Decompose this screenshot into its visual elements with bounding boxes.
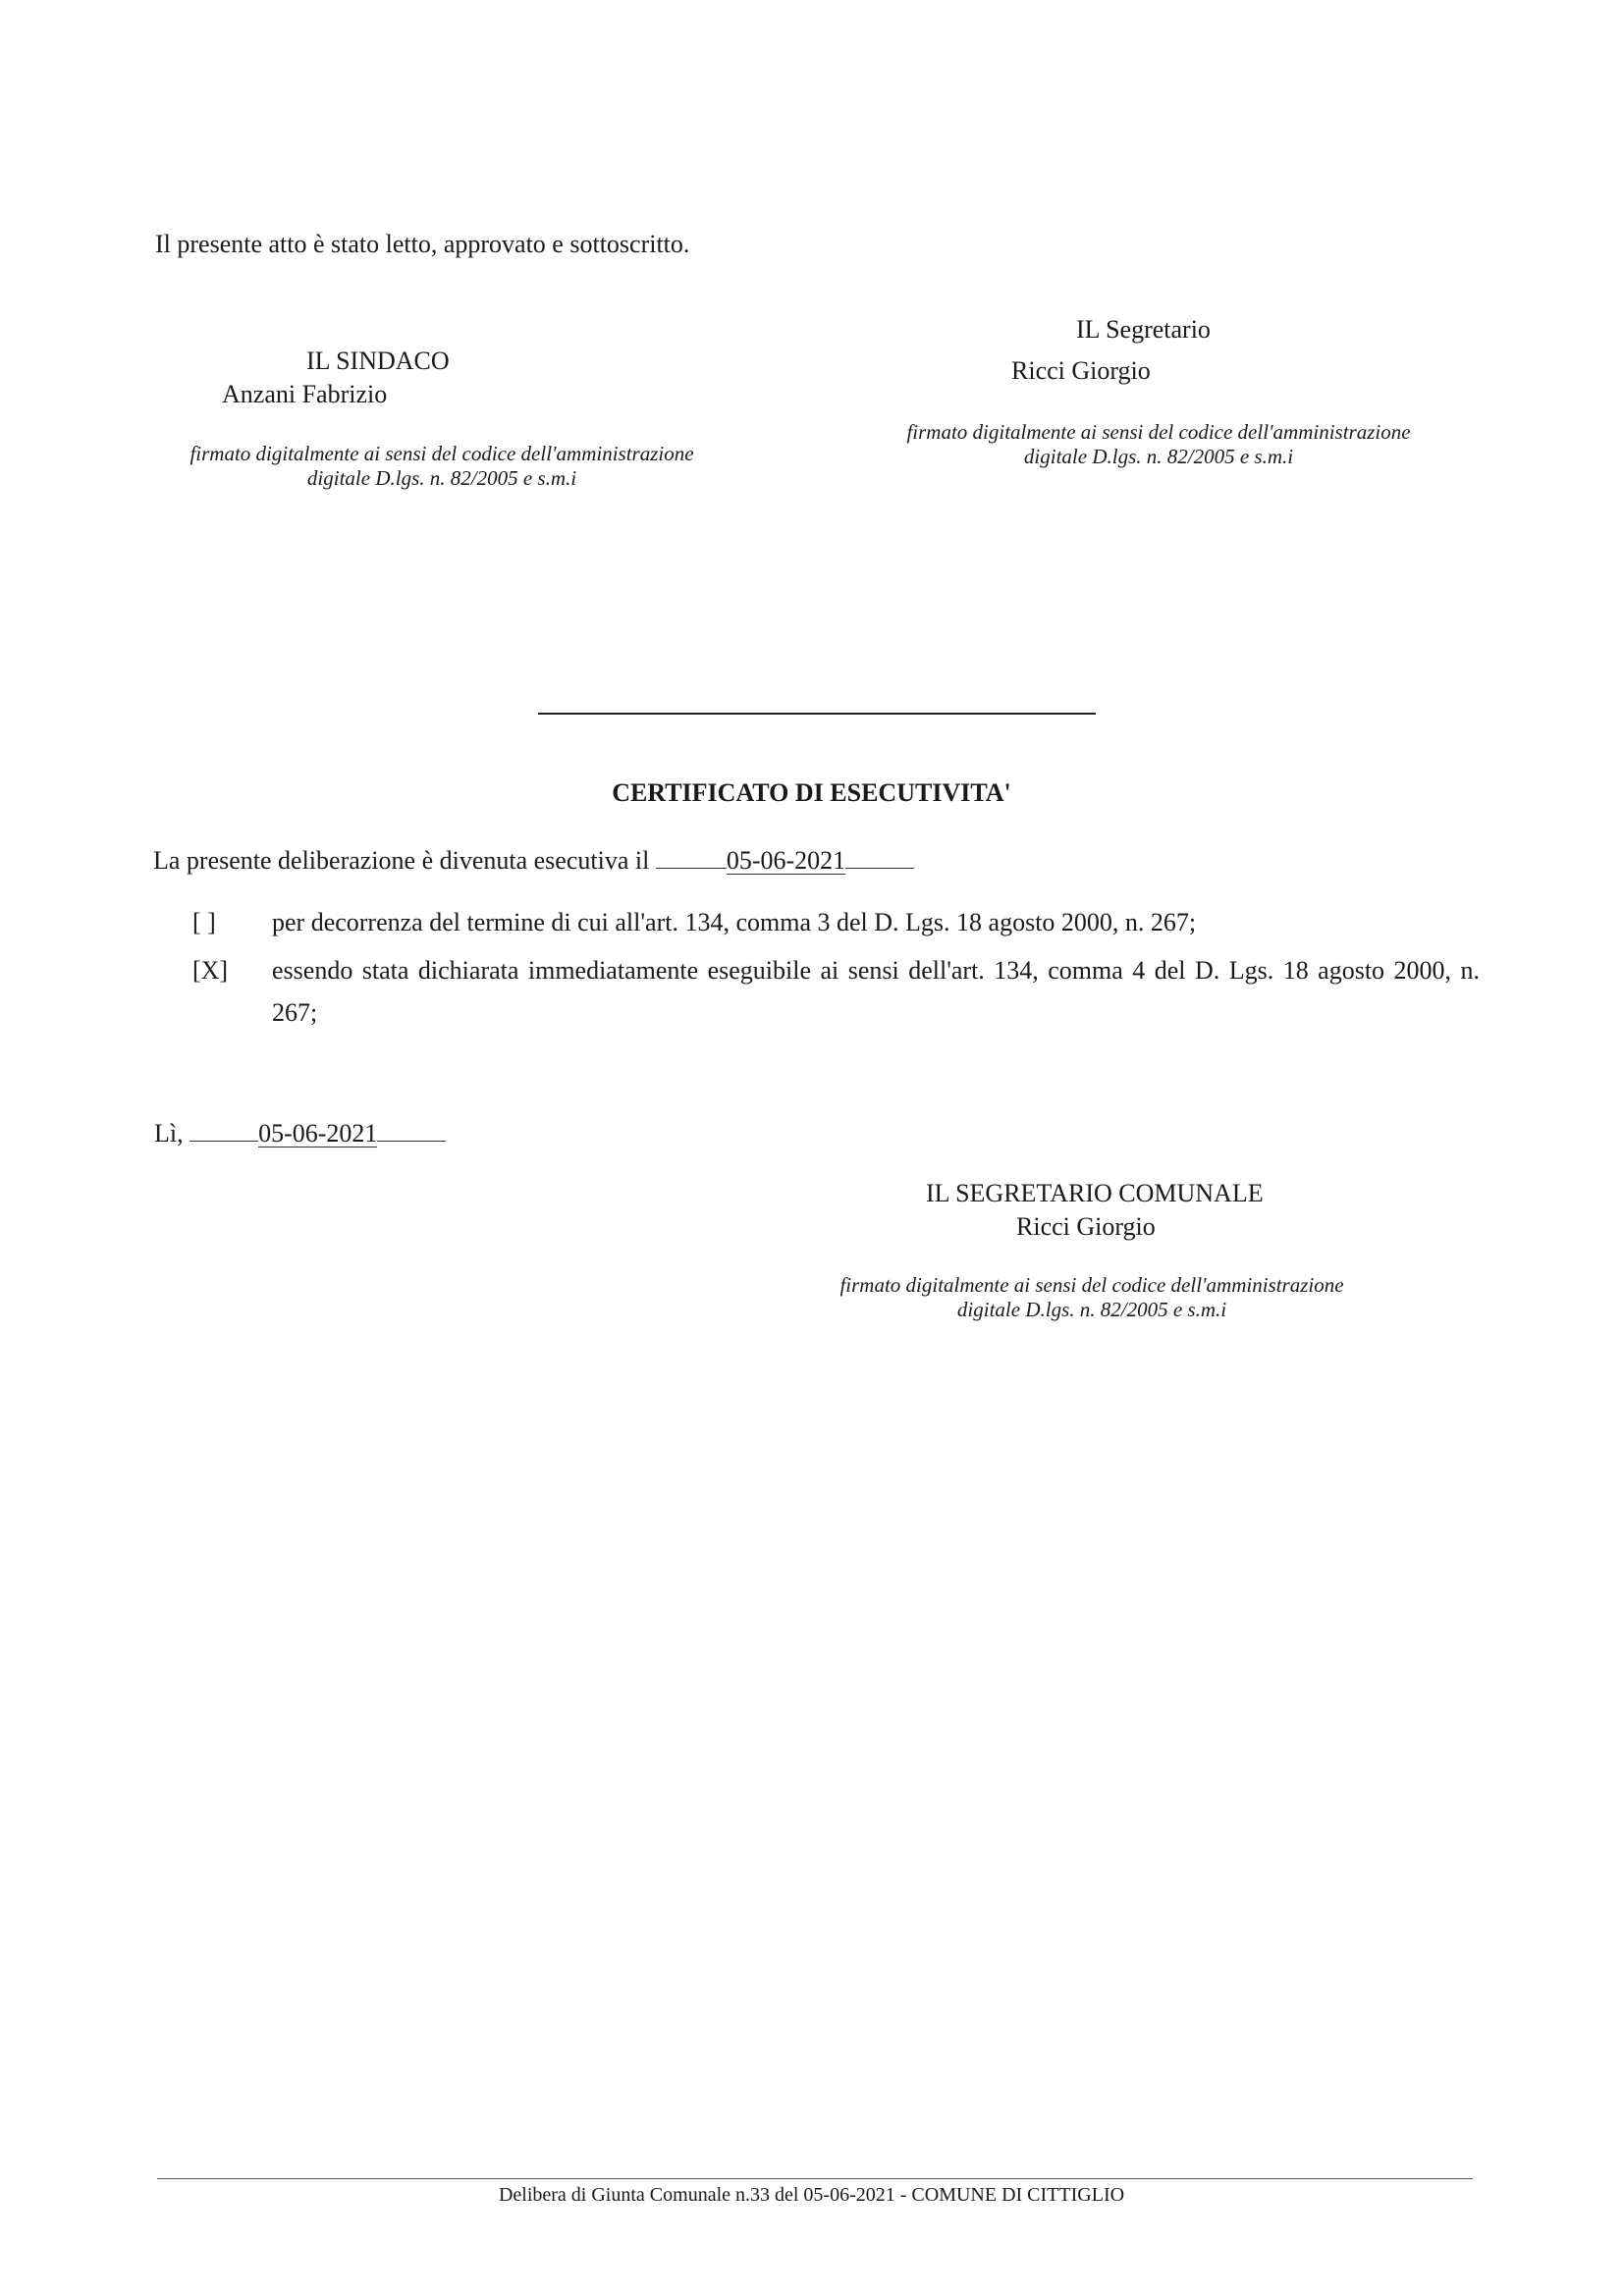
item-1-mark: [ ] bbox=[192, 908, 216, 936]
footer-rule bbox=[157, 2178, 1473, 2179]
segretario-comunale-title: IL SEGRETARIO COMUNALE bbox=[926, 1179, 1264, 1207]
item-2-mark: [X] bbox=[192, 956, 229, 985]
segretario-title: IL Segretario bbox=[1076, 315, 1211, 344]
segretario-note-line-2: digitale D.lgs. n. 82/2005 e s.m.i bbox=[1023, 445, 1294, 468]
sindaco-note-line-2: digitale D.lgs. n. 82/2005 e s.m.i bbox=[306, 466, 577, 490]
blank-line bbox=[845, 844, 914, 869]
certificate-lead-line bbox=[153, 844, 914, 877]
certificate-heading: CERTIFICATO DI ESECUTIVITA' bbox=[612, 778, 1011, 807]
segretario-signature-note bbox=[864, 420, 1453, 469]
segretario-comunale-signature-note bbox=[797, 1273, 1386, 1322]
sindaco-signature-note bbox=[147, 442, 736, 491]
place-date-prefix: Lì, bbox=[154, 1119, 190, 1148]
certificate-date: 05-06-2021 bbox=[726, 846, 846, 875]
segretario-comunale-name: Ricci Giorgio bbox=[1016, 1212, 1156, 1241]
sindaco-title: IL SINDACO bbox=[306, 347, 450, 375]
place-date-value: 05-06-2021 bbox=[258, 1119, 378, 1148]
segretario-comunale-note-line-1: firmato digitalmente ai sensi del codice dell'amministrazione bbox=[839, 1273, 1344, 1297]
certificate-lead-text: La presente deliberazione è divenuta esecutiva il bbox=[153, 846, 656, 875]
blank-line bbox=[656, 844, 727, 869]
segretario-note-line-1: firmato digitalmente ai sensi del codice dell'amministrazione bbox=[906, 420, 1411, 444]
segretario-comunale-note-line-2: digitale D.lgs. n. 82/2005 e s.m.i bbox=[956, 1298, 1227, 1321]
intro-statement: Il presente atto è stato letto, approvato e sottoscritto. bbox=[155, 230, 690, 258]
sindaco-note-line-1: firmato digitalmente ai sensi del codice dell'amministrazione bbox=[189, 442, 694, 465]
blank-line bbox=[189, 1117, 258, 1142]
segretario-name: Ricci Giorgio bbox=[1011, 356, 1151, 385]
blank-line bbox=[377, 1117, 446, 1142]
place-date-line bbox=[154, 1117, 446, 1149]
sindaco-name: Anzani Fabrizio bbox=[222, 380, 388, 408]
item-1-text: per decorrenza del termine di cui all'art. 134, comma 3 del D. Lgs. 18 agosto 2000, n. 267; bbox=[272, 908, 1197, 936]
page-footer: Delibera di Giunta Comunale n.33 del 05-06-2021 - COMUNE DI CITTIGLIO bbox=[498, 2184, 1125, 2206]
item-2-text: essendo stata dichiarata immediatamente eseguibile ai sensi dell'art. 134, comma 4 del D. Lgs. 18 agosto 2000, n. 267; bbox=[272, 956, 1480, 1027]
section-separator bbox=[538, 713, 1096, 715]
